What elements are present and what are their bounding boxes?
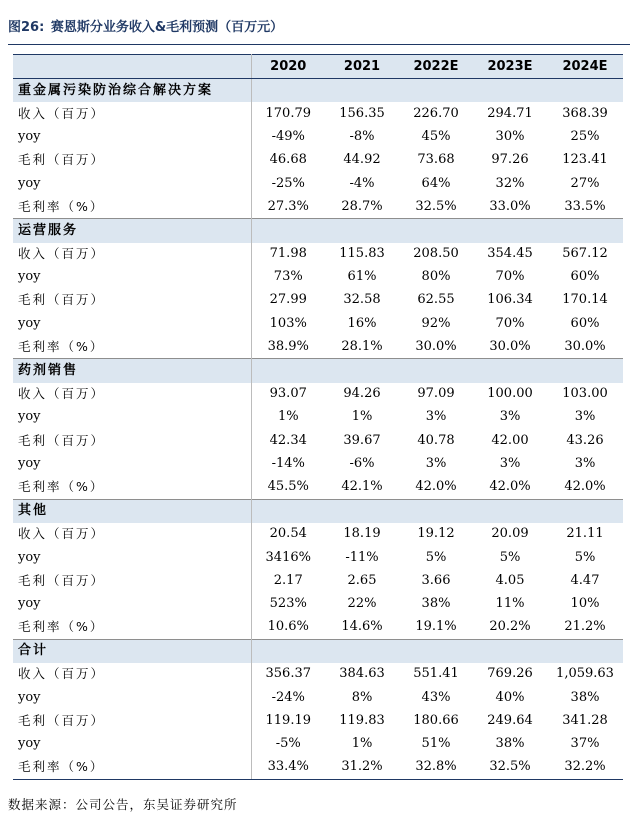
section-header-row xyxy=(13,639,623,663)
row-label: 收入（百万） xyxy=(13,523,251,546)
value-cell: 25% xyxy=(570,129,600,145)
value-cell: 31.2% xyxy=(325,756,399,780)
value-cell: 27% xyxy=(570,175,600,191)
value-cell: -5% xyxy=(275,736,301,752)
section-title: 运营服务 xyxy=(13,219,251,243)
value-cell: 3416% xyxy=(265,549,311,565)
value-cell: 27.3% xyxy=(267,198,309,214)
value-cell: 97.26 xyxy=(491,152,529,168)
table-row xyxy=(13,756,623,780)
value-cell: 61% xyxy=(347,269,377,285)
table-row xyxy=(13,126,623,149)
value-cell: 119.83 xyxy=(339,712,385,728)
value-cell: 97.09 xyxy=(417,386,455,402)
value-cell: 3% xyxy=(499,455,521,471)
value-cell: 523% xyxy=(269,595,307,611)
value-cell: 46.68 xyxy=(269,152,307,168)
figure-number: 图26: xyxy=(8,20,45,35)
value-cell: 73% xyxy=(273,269,303,285)
year-header: 2024E xyxy=(547,55,623,79)
value-cell: 42.00 xyxy=(491,432,529,448)
row-label: 毛利（百万） xyxy=(13,429,251,452)
value-cell: 60% xyxy=(570,315,600,331)
value-cell: 51% xyxy=(421,736,451,752)
value-cell: 71.98 xyxy=(269,246,307,262)
value-cell: -24% xyxy=(271,689,305,705)
table-row xyxy=(13,452,623,475)
value-cell: 42.0% xyxy=(564,478,606,494)
value-cell: 1% xyxy=(351,736,373,752)
row-label: yoy xyxy=(13,546,251,569)
section-header-fill xyxy=(251,499,623,523)
value-cell: 30.0% xyxy=(489,338,531,354)
value-cell: 4.05 xyxy=(495,572,525,588)
row-label: yoy xyxy=(13,126,251,149)
value-cell: 30% xyxy=(495,129,525,145)
value-cell: 5% xyxy=(425,549,447,565)
value-cell: 33.4% xyxy=(251,756,325,780)
value-cell: 30.0% xyxy=(564,338,606,354)
value-cell: 38% xyxy=(421,595,451,611)
value-cell: 170.14 xyxy=(562,292,608,308)
table-row xyxy=(13,102,623,125)
section-header-row xyxy=(13,219,623,243)
value-cell: 38.9% xyxy=(267,338,309,354)
value-cell: 32.5% xyxy=(473,756,547,780)
row-label: yoy xyxy=(13,686,251,709)
value-cell: 21.2% xyxy=(564,619,606,635)
value-cell: 3% xyxy=(425,455,447,471)
value-cell: 4.47 xyxy=(570,572,600,588)
value-cell: 39.67 xyxy=(343,432,381,448)
value-cell: 3.66 xyxy=(421,572,451,588)
row-label: yoy xyxy=(13,312,251,335)
value-cell: 38% xyxy=(570,689,600,705)
row-label: 毛利率（%） xyxy=(13,195,251,219)
row-label: yoy xyxy=(13,732,251,755)
row-label: 毛利率（%） xyxy=(13,756,251,780)
value-cell: 103.00 xyxy=(562,386,608,402)
section-title: 其他 xyxy=(13,499,251,523)
value-cell: 70% xyxy=(495,269,525,285)
value-cell: 20.2% xyxy=(489,619,531,635)
value-cell: 5% xyxy=(574,549,596,565)
value-cell: 38% xyxy=(495,736,525,752)
value-cell: 294.71 xyxy=(487,105,533,121)
value-cell: 60% xyxy=(570,269,600,285)
value-cell: 22% xyxy=(347,595,377,611)
value-cell: 80% xyxy=(421,269,451,285)
value-cell: 94.26 xyxy=(343,386,381,402)
year-header: 2020 xyxy=(251,55,325,79)
value-cell: 3% xyxy=(425,409,447,425)
row-label: 毛利（百万） xyxy=(13,149,251,172)
value-cell: 20.09 xyxy=(491,526,529,542)
section-header-row xyxy=(13,359,623,383)
value-cell: 180.66 xyxy=(413,712,459,728)
table-row xyxy=(13,195,623,219)
value-cell: 33.0% xyxy=(489,198,531,214)
value-cell: 156.35 xyxy=(339,105,385,121)
table-row xyxy=(13,149,623,172)
value-cell: 28.1% xyxy=(341,338,383,354)
table-row xyxy=(13,406,623,429)
value-cell: 43.26 xyxy=(566,432,604,448)
value-cell: 32.5% xyxy=(415,198,457,214)
row-label: 收入（百万） xyxy=(13,243,251,266)
figure-title: 赛恩斯分业务收入&毛利预测（百万元） xyxy=(50,20,284,35)
value-cell: 3% xyxy=(574,409,596,425)
value-cell: 123.41 xyxy=(562,152,608,168)
year-header: 2022E xyxy=(399,55,473,79)
value-cell: 43% xyxy=(421,689,451,705)
value-cell: 73.68 xyxy=(417,152,455,168)
table-row xyxy=(13,732,623,755)
value-cell: 2.65 xyxy=(347,572,377,588)
table-row xyxy=(13,172,623,195)
row-label: 毛利（百万） xyxy=(13,709,251,732)
value-cell: 32% xyxy=(495,175,525,191)
value-cell: 30.0% xyxy=(415,338,457,354)
value-cell: -8% xyxy=(349,129,375,145)
value-cell: 170.79 xyxy=(265,105,311,121)
value-cell: 93.07 xyxy=(269,386,307,402)
value-cell: 20.54 xyxy=(269,526,307,542)
value-cell: 119.19 xyxy=(265,712,311,728)
value-cell: 40% xyxy=(495,689,525,705)
value-cell: -6% xyxy=(349,455,375,471)
table-row xyxy=(13,686,623,709)
value-cell: 10% xyxy=(570,595,600,611)
year-header: 2021 xyxy=(325,55,399,79)
value-cell: 100.00 xyxy=(487,386,533,402)
value-cell: 567.12 xyxy=(562,246,608,262)
table-row xyxy=(13,523,623,546)
value-cell: 341.28 xyxy=(562,712,608,728)
section-header-fill xyxy=(251,79,623,103)
value-cell: 19.1% xyxy=(415,619,457,635)
year-header: 2023E xyxy=(473,55,547,79)
value-cell: 42.0% xyxy=(415,478,457,494)
value-cell: 14.6% xyxy=(341,619,383,635)
section-header-fill xyxy=(251,219,623,243)
value-cell: 44.92 xyxy=(343,152,381,168)
value-cell: 40.78 xyxy=(417,432,455,448)
figure-caption xyxy=(8,18,283,38)
value-cell: 70% xyxy=(495,315,525,331)
table-row xyxy=(13,616,623,640)
table-row xyxy=(13,546,623,569)
data-source-note: 数据来源：公司公告，东吴证券研究所 xyxy=(8,797,238,812)
value-cell: -4% xyxy=(349,175,375,191)
row-label: 毛利率（%） xyxy=(13,335,251,359)
table-row xyxy=(13,592,623,615)
value-cell: 62.55 xyxy=(417,292,455,308)
value-cell: -11% xyxy=(345,549,379,565)
value-cell: 356.37 xyxy=(265,666,311,682)
table-row xyxy=(13,243,623,266)
value-cell: 19.12 xyxy=(417,526,455,542)
value-cell: 551.41 xyxy=(413,666,459,682)
value-cell: 16% xyxy=(347,315,377,331)
value-cell: -25% xyxy=(271,175,305,191)
value-cell: 45.5% xyxy=(267,478,309,494)
table-row xyxy=(13,289,623,312)
value-cell: 28.7% xyxy=(341,198,383,214)
section-title: 药剂销售 xyxy=(13,359,251,383)
value-cell: 11% xyxy=(495,595,525,611)
value-cell: 37% xyxy=(570,736,600,752)
value-cell: 2.17 xyxy=(273,572,303,588)
value-cell: 115.83 xyxy=(339,246,385,262)
value-cell: 769.26 xyxy=(487,666,533,682)
row-label: 收入（百万） xyxy=(13,663,251,686)
forecast-table xyxy=(13,54,623,780)
value-cell: 5% xyxy=(499,549,521,565)
row-label: yoy xyxy=(13,406,251,429)
value-cell: 18.19 xyxy=(343,526,381,542)
table-row xyxy=(13,475,623,499)
row-label: 毛利（百万） xyxy=(13,569,251,592)
caption-rule xyxy=(8,44,630,45)
row-label: yoy xyxy=(13,172,251,195)
section-title: 合计 xyxy=(13,639,251,663)
value-cell: 10.6% xyxy=(267,619,309,635)
header-row xyxy=(13,55,623,79)
table-row xyxy=(13,335,623,359)
row-label: yoy xyxy=(13,266,251,289)
row-label: yoy xyxy=(13,452,251,475)
table-row xyxy=(13,663,623,686)
value-cell: 42.34 xyxy=(269,432,307,448)
value-cell: 21.11 xyxy=(566,526,604,542)
section-header-row xyxy=(13,499,623,523)
section-header-fill xyxy=(251,639,623,663)
table-row xyxy=(13,312,623,335)
value-cell: 249.64 xyxy=(487,712,533,728)
table-row xyxy=(13,709,623,732)
value-cell: 106.34 xyxy=(487,292,533,308)
row-label: 毛利率（%） xyxy=(13,616,251,640)
value-cell: 3% xyxy=(499,409,521,425)
section-title: 重金属污染防治综合解决方案 xyxy=(13,79,251,103)
value-cell: -49% xyxy=(271,129,305,145)
value-cell: 103% xyxy=(269,315,307,331)
value-cell: 208.50 xyxy=(413,246,459,262)
value-cell: 32.58 xyxy=(343,292,381,308)
table-row xyxy=(13,569,623,592)
row-label: yoy xyxy=(13,592,251,615)
value-cell: 92% xyxy=(421,315,451,331)
value-cell: 42.1% xyxy=(341,478,383,494)
value-cell: 32.2% xyxy=(547,756,623,780)
table-row xyxy=(13,383,623,406)
section-header-row xyxy=(13,79,623,103)
value-cell: 8% xyxy=(351,689,373,705)
value-cell: 32.8% xyxy=(399,756,473,780)
value-cell: 1% xyxy=(277,409,299,425)
value-cell: 64% xyxy=(421,175,451,191)
row-label: 毛利（百万） xyxy=(13,289,251,312)
value-cell: 1,059.63 xyxy=(556,666,614,682)
section-header-fill xyxy=(251,359,623,383)
value-cell: 384.63 xyxy=(339,666,385,682)
value-cell: 42.0% xyxy=(489,478,531,494)
value-cell: 3% xyxy=(574,455,596,471)
table-row xyxy=(13,266,623,289)
value-cell: 1% xyxy=(351,409,373,425)
value-cell: 33.5% xyxy=(564,198,606,214)
row-label: 收入（百万） xyxy=(13,383,251,406)
value-cell: 27.99 xyxy=(269,292,307,308)
row-label: 毛利率（%） xyxy=(13,475,251,499)
table-row xyxy=(13,429,623,452)
value-cell: 368.39 xyxy=(562,105,608,121)
value-cell: -14% xyxy=(271,455,305,471)
header-blank-cell xyxy=(13,55,251,79)
row-label: 收入（百万） xyxy=(13,102,251,125)
value-cell: 226.70 xyxy=(413,105,459,121)
value-cell: 354.45 xyxy=(487,246,533,262)
value-cell: 45% xyxy=(421,129,451,145)
